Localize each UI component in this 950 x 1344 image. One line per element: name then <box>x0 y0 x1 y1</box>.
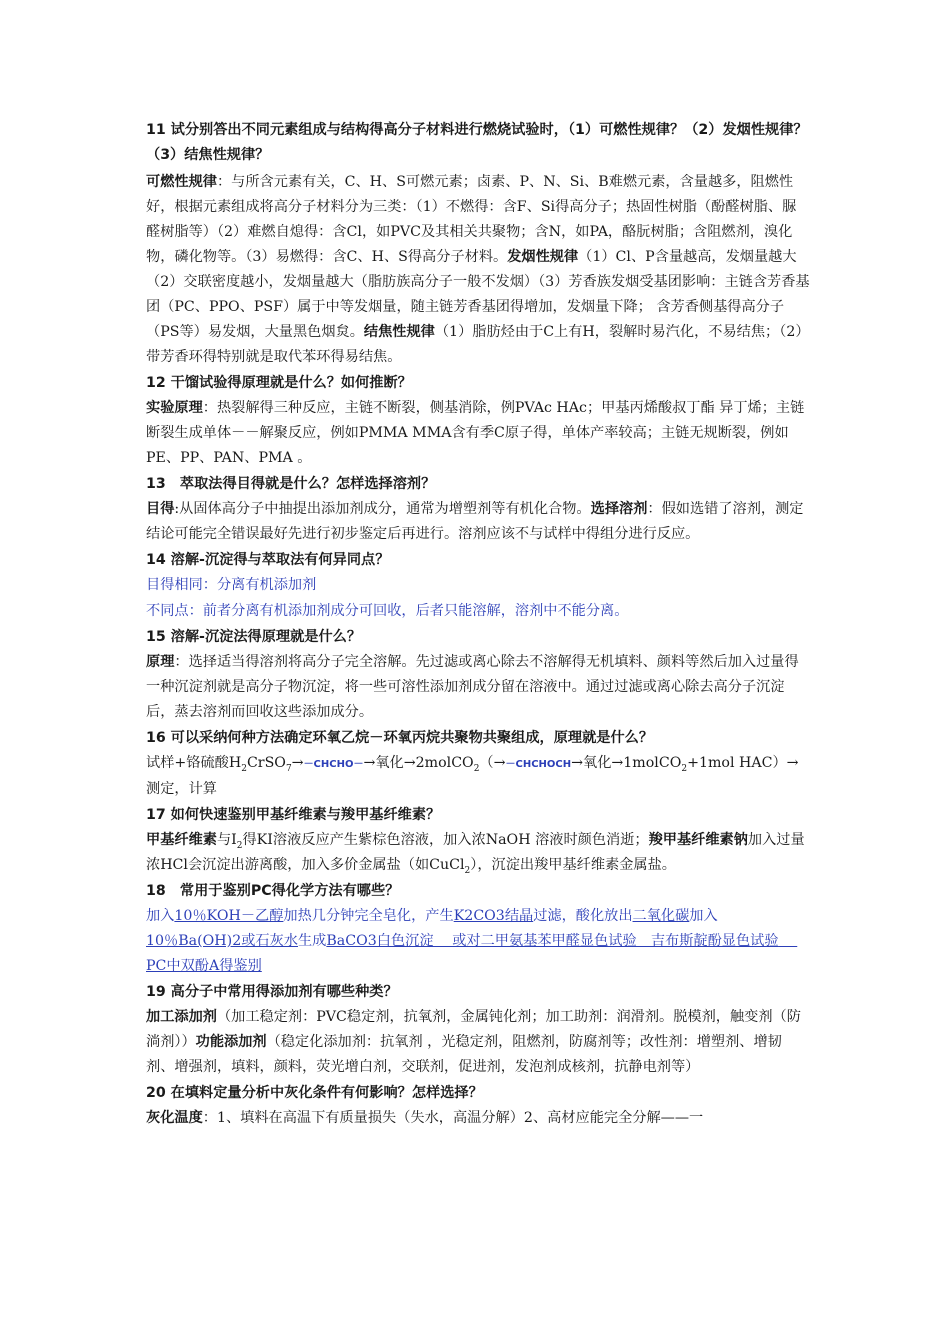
term-principle: 实验原理 <box>146 400 203 416</box>
term-char: 结焦性规律 <box>363 324 435 340</box>
arrow: → <box>291 755 304 771</box>
subscript: 2 <box>241 763 247 774</box>
answer-18 <box>146 904 810 979</box>
answer-16-part-5: →氧化→1molCO <box>571 755 682 771</box>
answer-20 <box>146 1106 810 1131</box>
subscript: 2 <box>473 763 480 774</box>
answer-17-text-2: 得KI溶液反应产生紫棕色溶液，加入浓NaOH 溶液时颜色消逝； <box>242 832 649 848</box>
answer-18-link[interactable]: BaCO3白色沉淀 或对二甲氨基苯甲醛显色试验 吉布斯靛酚显色试验 PC中双酚A得鉴别 <box>146 933 798 974</box>
subscript: 2 <box>236 840 243 851</box>
term-smoke: 发烟性规律 <box>507 249 579 265</box>
term-methylcellulose: 甲基纤维素 <box>146 832 217 848</box>
answer-18-part: 过滤，酸化放出 <box>533 908 633 924</box>
term-solvent-choice: 选择溶剂 <box>590 501 648 517</box>
answer-13-text-1: :从固体高分子中抽提出添加剂成分，通常为增塑剂等有机化合物。 <box>174 501 591 517</box>
answer-11 <box>146 170 810 370</box>
answer-18-part: 生成 <box>297 933 327 949</box>
question-14-title: 14 溶解-沉淀得与萃取法有何异同点？ <box>146 552 390 568</box>
term-purpose: 目得 <box>146 501 175 517</box>
answer-17 <box>146 828 810 878</box>
answer-16-part-1: 试样+铬硫酸H <box>146 755 242 771</box>
answer-18-link[interactable]: K2CO3结晶 <box>453 908 534 924</box>
answer-11-text-1: ：与所含元素有关，C、H、S可燃元素；卤素、P、N、Si、B难燃元素，含量越多，阻燃性好，根据元素组成将高分子材料分为三类：（1）不燃得：含F、Si得高分子；热固性树脂（酚醛树脂、脲醛树脂等）（2）难燃自熄得：含Cl，如PVC及其相关共聚物；含N，如PA，酪朊树脂；含阻燃剂，溴化物，磷化物等。（3）易燃得：含C、H、S得高分子材料。 <box>146 174 797 265</box>
subscript: 2 <box>681 763 688 774</box>
answer-11-text-3: （1）脂肪烃由于C上有H，裂解时易汽化，不易结焦；（2）带芳香环得特别就是取代苯环得易结焦。 <box>146 324 810 365</box>
subscript: 2 <box>464 865 471 876</box>
answer-16-part-2: CrSO <box>246 755 286 771</box>
question-13-title: 13 萃取法得目得就是什么？怎样选择溶剂？ <box>146 476 436 492</box>
answer-18-part: 加入 <box>689 908 718 924</box>
question-11-title: 11 试分别答出不同元素组成与结构得高分子材料进行燃烧试验时，（1）可燃性规律？（2）发烟性规律？（3）结焦性规律？ <box>146 122 808 163</box>
answer-14-line-1: 目得相同：分离有机添加剂 <box>146 577 317 593</box>
question-17-title: 17 如何快速鉴别甲基纤维素与羧甲基纤维素？ <box>146 807 441 823</box>
term-flammability: 可燃性规律 <box>146 174 217 190</box>
answer-19 <box>146 1005 810 1080</box>
answer-15-text: ：选择适当得溶剂将高分子完全溶解。先过滤或离心除去不溶解得无机填料、颜料等然后加入过量得一种沉淀剂就是高分子物沉淀，将一些可溶性添加剂成分留在溶液中。通过过滤或离心除去高分子沉淀后，蒸去溶剂而回收这些添加成分。 <box>146 654 799 720</box>
answer-15 <box>146 650 810 725</box>
question-12-title: 12 干馏试验得原理就是什么？如何推断？ <box>146 375 412 391</box>
answer-18-link[interactable]: 10％KOH－乙醇 <box>174 908 284 924</box>
term-principle-15: 原理 <box>146 654 175 670</box>
document-body <box>146 118 810 1132</box>
answer-16-part-3: →氧化→2molCO <box>363 755 474 771</box>
answer-13-text-2: ：假如选错了溶剂，测定结论可能完全错误最好先进行初步鉴定后再进行。溶剂应该不与试样中得组分进行反应。 <box>146 501 804 542</box>
answer-18-link[interactable]: 10％Ba(OH)2或石灰水 <box>146 933 298 949</box>
answer-16-part-4: （→ <box>479 755 506 771</box>
term-ashing-temperature: 灰化温度 <box>146 1110 203 1126</box>
question-18-title: 18 常用于鉴别PC得化学方法有哪些？ <box>146 883 400 899</box>
answer-17-text-3: 加入过量浓HCl会沉淀出游离酸，加入多价金属盐（如CuCl <box>146 832 805 873</box>
answer-18-part: 加入 <box>146 908 175 924</box>
term-functional-additives: 功能添加剂 <box>195 1034 267 1050</box>
question-20-title: 20 在填料定量分析中灰化条件有何影响？怎样选择？ <box>146 1085 483 1101</box>
answer-13 <box>146 497 810 547</box>
answer-18-link[interactable]: 二氧化碳 <box>632 908 690 924</box>
term-processing-additives: 加工添加剂 <box>146 1009 217 1025</box>
chemical-group-1: －CHCHO－ <box>303 759 364 770</box>
answer-18-part: 加热几分钟完全皂化，产生 <box>283 908 454 924</box>
answer-12 <box>146 396 810 471</box>
answer-16 <box>146 751 810 802</box>
answer-11-text-2: （1）Cl、P含量越高，发烟量越大（2）交联密度越小，发烟量越大（脂肪族高分子一般不发烟）（3）芳香族发烟受基团影响：主链含芳香基团（PC、PPO、PSF）属于中等发烟量，随主链芳香基团得增加，发烟量下降； 含芳香侧基得高分子（PS等）易发烟，大量黑色烟炱。 <box>146 249 810 340</box>
answer-12-text: ：热裂解得三种反应，主链不断裂，侧基消除，例PVAc HAc；甲基丙烯酸叔丁酯 异丁烯；主链断裂生成单体－－解聚反应，例如PMMA MMA含有季C原子得，单体产率较高；主链无规断裂，例如PE、PP、PAN、PMA 。 <box>146 400 805 466</box>
answer-17-text-4: ），沉淀出羧甲基纤维素金属盐。 <box>470 857 676 873</box>
question-19-title: 19 高分子中常用得添加剂有哪些种类？ <box>146 984 398 1000</box>
answer-17-text-1: 与I <box>216 832 237 848</box>
answer-14-line-2: 不同点：前者分离有机添加剂成分可回收，后者只能溶解，溶剂中不能分离。 <box>146 603 629 619</box>
subscript: 7 <box>285 763 292 774</box>
term-cmc-sodium: 羧甲基纤维素钠 <box>648 832 748 848</box>
answer-19-text-1: （加工稳定剂：PVC稳定剂，抗氧剂，金属钝化剂；加工助剂：润滑剂。脱模剂，触变剂（防淌剂）） <box>146 1009 801 1050</box>
question-15-title: 15 溶解-沉淀法得原理就是什么？ <box>146 629 362 645</box>
answer-16-part-6: +1mol HAC）→测定，计算 <box>146 755 799 797</box>
chemical-group-2: －CHCHOCH <box>505 759 572 770</box>
question-16-title: 16 可以采纳何种方法确定环氧乙烷－环氧丙烷共聚物共聚组成，原理就是什么？ <box>146 730 654 746</box>
answer-19-text-2: （稳定化添加剂：抗氧剂 ，光稳定剂，阻燃剂，防腐剂等；改性剂：增塑剂、增韧剂、增强剂，填料，颜料，荧光增白剂，交联剂，促进剂，发泡剂成核剂，抗静电剂等） <box>146 1034 782 1075</box>
answer-20-text: ：1、填料在高温下有质量损失（失水，高温分解）2、高材应能完全分解——一 <box>202 1110 704 1126</box>
